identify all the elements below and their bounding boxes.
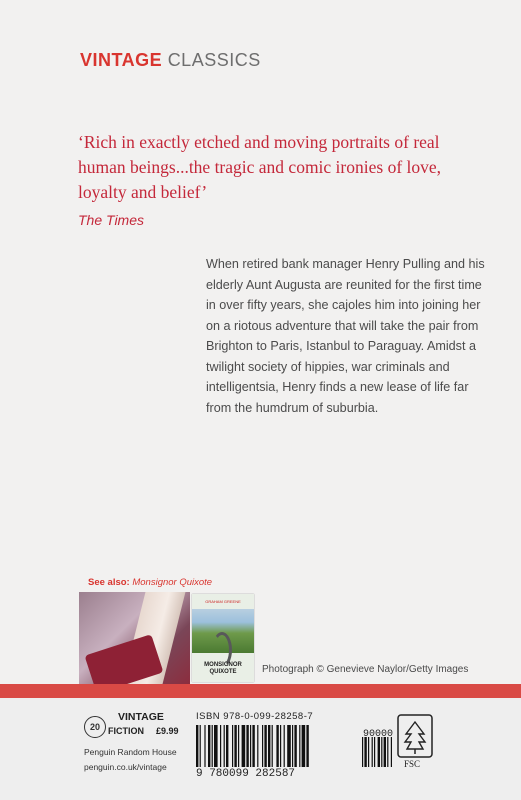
brand-logo <box>80 50 261 71</box>
publisher-url: penguin.co.uk/vintage <box>84 762 167 772</box>
see-also-label: See also: <box>88 577 130 588</box>
related-book-author: GRAHAM GREENE <box>205 599 241 604</box>
related-book-title <box>192 662 254 676</box>
review-quote: ‘Rich in exactly etched and moving portraits of real human beings...the tragic and comic ironies of love, loyalty and belief’ <box>78 132 442 202</box>
see-also <box>88 577 212 588</box>
red-band <box>0 684 521 698</box>
barcode-digits: 9 780099 282587 <box>196 768 296 780</box>
related-book-thumbnail <box>192 594 254 682</box>
price-label: £9.99 <box>156 726 179 736</box>
related-book-title-line1: MONSIGNOR <box>204 662 242 668</box>
photo-credit: Photograph © Genevieve Naylor/Getty Images <box>262 664 469 675</box>
publisher-name: Penguin Random House <box>84 747 177 757</box>
imprint-label: VINTAGE <box>118 711 164 723</box>
quote-source: The Times <box>78 212 145 228</box>
barcode-addon: 90000 <box>363 729 394 740</box>
brand-secondary: CLASSICS <box>167 50 261 70</box>
cover-photo <box>79 592 190 684</box>
book-blurb: When retired bank manager Henry Pulling and his elderly Aunt Augusta are reunited for the first time in over fifty years, she cajoles him into joining her on a riotous adventure that will take the pair from Brighton to Paris, Istanbul to Paraguay. Amidst a twilight society of hippies, war criminals and intelligentsia, Henry finds a new lease of life far from the humdrum of suburbia. <box>206 257 485 415</box>
see-also-title: Monsignor Quixote <box>132 577 213 588</box>
related-book-title-line2: QUIXOTE <box>209 669 237 675</box>
isbn-label: ISBN 978-0-099-28258-7 <box>196 711 314 722</box>
fsc-label: FSC <box>404 759 421 769</box>
anniversary-badge-icon: 20 <box>84 716 106 738</box>
brand-primary: VINTAGE <box>80 50 163 70</box>
category-label: FICTION <box>108 726 144 736</box>
